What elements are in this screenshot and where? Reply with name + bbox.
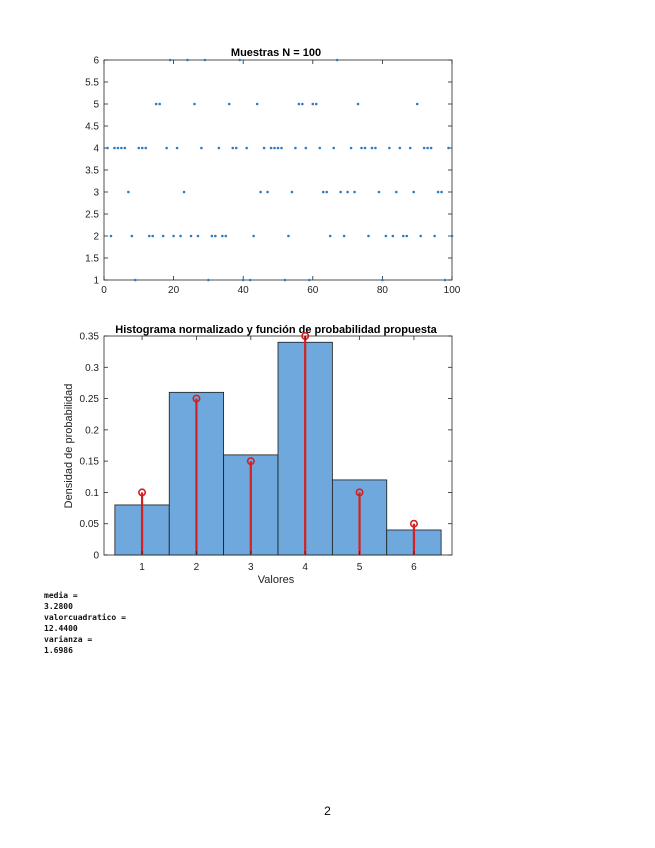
scatter-point [117, 147, 120, 150]
scatter-point [221, 235, 224, 238]
scatter-point [416, 103, 419, 106]
histogram-x-tick-label: 2 [193, 562, 200, 573]
scatter-point [151, 235, 154, 238]
scatter-point [263, 147, 266, 150]
scatter-y-tick-label: 5.5 [85, 77, 99, 89]
console-output [44, 590, 126, 656]
histogram-x-label: Valores [257, 574, 295, 586]
scatter-point [138, 147, 141, 150]
histogram-y-tick-label: 0.25 [79, 394, 99, 406]
scatter-x-tick-label: 100 [443, 285, 461, 296]
scatter-point [294, 147, 297, 150]
scatter-point [430, 147, 433, 150]
histogram-x-tick-label: 6 [411, 562, 417, 573]
scatter-point [409, 147, 412, 150]
scatter-point [218, 147, 221, 150]
histogram-y-tick-label: 0.2 [85, 425, 99, 437]
scatter-point [186, 59, 189, 62]
scatter-point [357, 103, 360, 106]
histogram-y-tick-label: 0 [93, 550, 99, 562]
scatter-point [385, 235, 388, 238]
scatter-y-tick-label: 4 [93, 143, 99, 155]
scatter-point [433, 235, 436, 238]
histogram-y-tick-label: 0.3 [85, 362, 99, 374]
scatter-point [280, 147, 283, 150]
histogram-y-label: Densidad de probabilidad [63, 383, 75, 509]
valorcuadratico-value: 12.4400 [44, 624, 78, 633]
scatter-point [291, 191, 294, 194]
histogram-title: Histograma normalizado y función de probabilidad propuesta [115, 324, 437, 336]
scatter-y-tick-label: 4.5 [85, 121, 99, 133]
scatter-point [440, 191, 443, 194]
scatter-point [332, 147, 335, 150]
scatter-point [353, 191, 356, 194]
scatter-x-tick-label: 80 [376, 285, 388, 296]
scatter-point [134, 279, 137, 282]
scatter-point [419, 235, 422, 238]
histogram-x-tick-label: 5 [356, 562, 363, 573]
scatter-point [256, 103, 259, 106]
scatter-point [395, 191, 398, 194]
scatter-point [165, 147, 168, 150]
scatter-point [301, 103, 304, 106]
scatter-point [110, 235, 113, 238]
scatter-point [113, 147, 116, 150]
scatter-point [350, 147, 353, 150]
scatter-point [249, 279, 252, 282]
scatter-point [447, 147, 450, 150]
scatter-point [360, 147, 363, 150]
scatter-point [200, 147, 203, 150]
scatter-point [381, 279, 384, 282]
scatter-point [405, 235, 408, 238]
scatter-point [367, 235, 370, 238]
varianza-label: varianza = [44, 635, 93, 644]
scatter-point [172, 235, 175, 238]
scatter-point [231, 147, 234, 150]
scatter-point [259, 191, 262, 194]
scatter-y-tick-label: 6 [93, 55, 99, 67]
scatter-point [131, 235, 134, 238]
scatter-point [155, 103, 158, 106]
scatter-point [336, 59, 339, 62]
scatter-axes-box [104, 60, 452, 280]
scatter-point [120, 147, 123, 150]
scatter-point [225, 235, 228, 238]
scatter-point [148, 235, 151, 238]
scatter-point [106, 147, 109, 150]
scatter-point [371, 147, 374, 150]
varianza-value: 1.6986 [44, 646, 73, 655]
scatter-point [270, 147, 273, 150]
scatter-point [190, 235, 193, 238]
scatter-point [339, 191, 342, 194]
scatter-point [312, 103, 315, 106]
histogram-y-tick-label: 0.15 [79, 456, 99, 468]
scatter-y-tick-label: 2.5 [85, 209, 99, 221]
scatter-point [423, 147, 426, 150]
scatter-point [315, 103, 318, 106]
scatter-point [325, 191, 328, 194]
scatter-y-tick-label: 1.5 [85, 253, 99, 265]
scatter-point [144, 147, 147, 150]
histogram-chart [63, 324, 452, 586]
scatter-title: Muestras N = 100 [230, 47, 322, 59]
scatter-y-tick-label: 1 [93, 275, 99, 287]
scatter-point [252, 235, 255, 238]
scatter-point [364, 147, 367, 150]
scatter-point [124, 147, 127, 150]
scatter-x-tick-label: 60 [307, 285, 319, 296]
scatter-point [228, 103, 231, 106]
scatter-point [207, 279, 210, 282]
histogram-x-tick-label: 3 [248, 562, 254, 573]
scatter-point [399, 147, 402, 150]
scatter-point [318, 147, 321, 150]
scatter-point [179, 235, 182, 238]
scatter-point [402, 235, 405, 238]
scatter-point [426, 147, 429, 150]
scatter-y-tick-label: 3 [93, 187, 99, 199]
scatter-point [193, 103, 196, 106]
scatter-point [162, 235, 165, 238]
histogram-y-tick-label: 0.1 [85, 487, 99, 499]
scatter-point [322, 191, 325, 194]
scatter-point [214, 235, 217, 238]
histogram-x-tick-label: 4 [302, 562, 308, 573]
scatter-point [235, 147, 238, 150]
scatter-point [437, 191, 440, 194]
media-label: media = [44, 591, 78, 600]
scatter-point [211, 235, 214, 238]
scatter-point [183, 191, 186, 194]
scatter-point [329, 235, 332, 238]
scatter-x-tick-label: 20 [168, 285, 180, 296]
scatter-point [245, 147, 248, 150]
scatter-point [343, 235, 346, 238]
histogram-y-tick-label: 0.35 [79, 331, 99, 343]
scatter-point [169, 59, 172, 62]
scatter-point [284, 279, 287, 282]
scatter-point [204, 59, 207, 62]
scatter-point [287, 235, 290, 238]
scatter-point [305, 147, 308, 150]
scatter-point [374, 147, 377, 150]
scatter-chart [85, 47, 461, 296]
scatter-point [451, 235, 454, 238]
scatter-point [444, 279, 447, 282]
histogram-x-tick-label: 1 [139, 562, 145, 573]
scatter-point [238, 59, 241, 62]
scatter-x-tick-label: 0 [101, 285, 107, 296]
scatter-point [392, 235, 395, 238]
scatter-y-tick-label: 2 [93, 231, 99, 243]
scatter-point [242, 279, 245, 282]
scatter-point [141, 147, 144, 150]
scatter-point [412, 191, 415, 194]
scatter-point [266, 191, 269, 194]
media-value: 3.2800 [44, 602, 73, 611]
scatter-y-tick-label: 3.5 [85, 165, 99, 177]
scatter-point [277, 147, 280, 150]
scatter-point [127, 191, 130, 194]
scatter-point [378, 191, 381, 194]
scatter-point [298, 103, 301, 106]
histogram-y-tick-label: 0.05 [79, 519, 99, 531]
scatter-point [197, 235, 200, 238]
scatter-point [273, 147, 276, 150]
scatter-point [308, 279, 311, 282]
page-number: 2 [324, 804, 331, 818]
scatter-point [176, 147, 179, 150]
scatter-y-tick-label: 5 [93, 99, 99, 111]
scatter-point [388, 147, 391, 150]
scatter-point [158, 103, 161, 106]
valorcuadratico-label: valorcuadratico = [44, 613, 126, 622]
scatter-x-tick-label: 40 [237, 285, 249, 296]
scatter-point [346, 191, 349, 194]
